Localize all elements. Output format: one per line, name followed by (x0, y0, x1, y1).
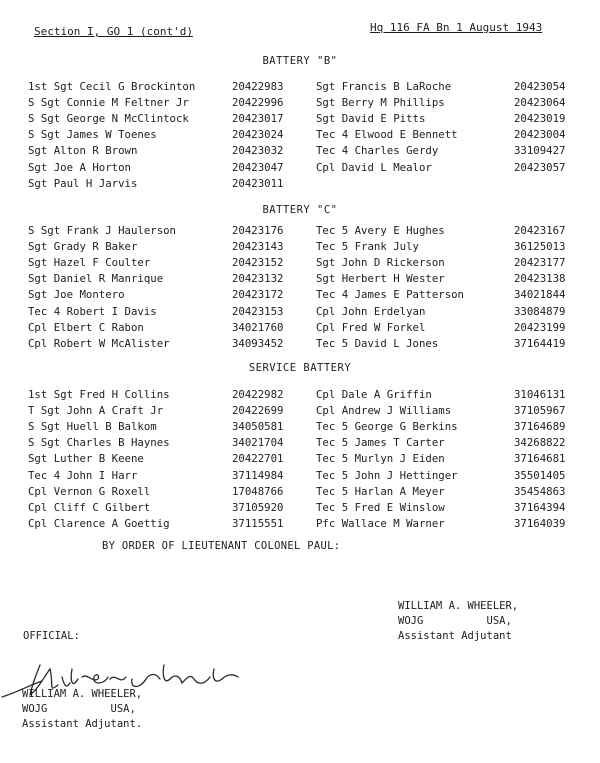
roster-row (0, 517, 600, 533)
soldier-name: Cpl Fred W Forkel (316, 320, 426, 334)
roster-row (0, 305, 600, 321)
official-signature-block (22, 687, 142, 732)
soldier-name: Pfc Wallace M Warner (316, 516, 445, 530)
serial-number: 37105967 (514, 404, 566, 418)
serial-number: 37164689 (514, 420, 566, 434)
official-title: Assistant Adjutant. (22, 718, 143, 730)
signature-name: WILLIAM A. WHEELER, (398, 600, 519, 612)
serial-number: 34021760 (232, 320, 284, 334)
serial-number: 34268822 (514, 436, 566, 450)
serial-number: 20422996 (232, 96, 284, 110)
soldier-name: Sgt Alton R Brown (28, 144, 138, 158)
serial-number: 37105920 (232, 500, 284, 514)
soldier-name: Tec 5 Avery E Hughes (316, 224, 445, 237)
serial-number: 20423057 (514, 160, 566, 174)
roster-row (0, 469, 600, 485)
serial-number: 34021844 (514, 288, 566, 302)
serial-number: 20423176 (232, 224, 284, 237)
soldier-name: Cpl Andrew J Williams (316, 404, 452, 418)
serial-number: 20423019 (514, 112, 566, 126)
roster-row (0, 224, 600, 240)
soldier-name: Sgt Hazel F Coulter (28, 256, 151, 270)
roster-row (0, 144, 600, 160)
roster-row (0, 256, 600, 272)
roster-row (0, 501, 600, 517)
serial-number: 20423032 (232, 144, 284, 158)
soldier-name: Cpl Cliff C Gilbert (28, 500, 151, 514)
serial-number: 20423172 (232, 288, 284, 302)
serial-number: 34050581 (232, 420, 284, 434)
soldier-name: T Sgt John A Craft Jr (28, 404, 164, 418)
serial-number: 20423064 (514, 96, 566, 110)
serial-number: 20423047 (232, 160, 284, 174)
soldier-name: Tec 5 David L Jones (316, 336, 439, 350)
serial-number: 17048766 (232, 484, 284, 498)
serial-number: 20423199 (514, 320, 566, 334)
roster-row (0, 337, 600, 353)
signature-rank: WOJG USA, (398, 615, 512, 627)
serial-number: 20423132 (232, 272, 284, 286)
serial-number: 20423004 (514, 128, 566, 142)
soldier-name: Sgt Daniel R Manrique (28, 272, 164, 286)
soldier-name: S Sgt George N McClintock (28, 112, 189, 126)
roster-row (0, 404, 600, 420)
soldier-name: Tec 5 James T Carter (316, 436, 445, 450)
soldier-name: Sgt Joe A Horton (28, 160, 131, 174)
soldier-name: Cpl Clarence A Goettig (28, 516, 170, 530)
serial-number: 35454863 (514, 484, 566, 498)
serial-number: 33084879 (514, 304, 566, 318)
soldier-name: Tec 4 Charles Gerdy (316, 144, 439, 158)
roster-row (0, 436, 600, 452)
soldier-name: Tec 5 George G Berkins (316, 420, 458, 434)
section-title-battery-c: BATTERY "C" (262, 204, 338, 216)
roster-row (0, 80, 600, 96)
serial-number: 20423011 (232, 176, 284, 190)
soldier-name: Sgt Francis B LaRoche (316, 80, 452, 93)
soldier-name: Tec 5 Frank July (316, 240, 419, 254)
soldier-name: Cpl David L Mealor (316, 160, 432, 174)
serial-number: 37164681 (514, 452, 566, 466)
soldier-name: S Sgt Huell B Balkom (28, 420, 157, 434)
serial-number: 20423143 (232, 240, 284, 254)
soldier-name: Cpl Dale A Griffin (316, 388, 432, 401)
soldier-name: 1st Sgt Cecil G Brockinton (28, 80, 196, 93)
section-title-battery-b: BATTERY "B" (262, 55, 338, 67)
serial-number: 37164039 (514, 516, 566, 530)
roster-row (0, 272, 600, 288)
order-line: BY ORDER OF LIEUTENANT COLONEL PAUL: (102, 540, 341, 552)
serial-number: 37115551 (232, 516, 284, 530)
soldier-name: Sgt Joe Montero (28, 288, 125, 302)
serial-number: 34093452 (232, 336, 284, 350)
roster-row (0, 452, 600, 468)
soldier-name: Tec 4 Elwood E Bennett (316, 128, 458, 142)
serial-number: 31046131 (514, 388, 566, 401)
serial-number: 36125013 (514, 240, 566, 254)
serial-number: 20423017 (232, 112, 284, 126)
serial-number: 20422699 (232, 404, 284, 418)
serial-number: 20423167 (514, 224, 566, 237)
roster-row (0, 128, 600, 144)
serial-number: 20423138 (514, 272, 566, 286)
serial-number: 37164419 (514, 336, 566, 350)
soldier-name: Tec 5 Harlan A Meyer (316, 484, 445, 498)
serial-number: 33109427 (514, 144, 566, 158)
soldier-name: Cpl Elbert C Rabon (28, 320, 144, 334)
serial-number: 20422983 (232, 80, 284, 93)
roster-row (0, 420, 600, 436)
signature-block (398, 599, 518, 644)
roster-row (0, 177, 600, 193)
serial-number: 20423024 (232, 128, 284, 142)
serial-number: 20423054 (514, 80, 566, 93)
soldier-name: Cpl John Erdelyan (316, 304, 426, 318)
soldier-name: Sgt Paul H Jarvis (28, 176, 138, 190)
header-section-reference: Section I, GO 1 (cont'd) (34, 25, 193, 38)
roster-row (0, 321, 600, 337)
soldier-name: Cpl Robert W McAlister (28, 336, 170, 350)
soldier-name: Cpl Vernon G Roxell (28, 484, 151, 498)
serial-number: 35501405 (514, 468, 566, 482)
section-title-service-battery: SERVICE BATTERY (248, 362, 352, 374)
roster-row (0, 388, 600, 404)
soldier-name: S Sgt Connie M Feltner Jr (28, 96, 189, 110)
serial-number: 20422701 (232, 452, 284, 466)
roster-row (0, 96, 600, 112)
soldier-name: S Sgt Frank J Haulerson (28, 224, 176, 237)
roster-row (0, 161, 600, 177)
soldier-name: Tec 5 Murlyn J Eiden (316, 452, 445, 466)
official-name: WILLIAM A. WHEELER, (22, 688, 143, 700)
roster-row (0, 485, 600, 501)
soldier-name: Tec 5 John J Hettinger (316, 468, 458, 482)
soldier-name: Sgt Luther B Keene (28, 452, 144, 466)
soldier-name: Sgt Herbert H Wester (316, 272, 445, 286)
serial-number: 20422982 (232, 388, 284, 401)
soldier-name: Tec 4 Robert I Davis (28, 304, 157, 318)
soldier-name: Sgt John D Rickerson (316, 256, 445, 270)
roster-row (0, 288, 600, 304)
serial-number: 37114984 (232, 468, 284, 482)
soldier-name: S Sgt James W Toenes (28, 128, 157, 142)
serial-number: 20423153 (232, 304, 284, 318)
soldier-name: Tec 5 Fred E Winslow (316, 500, 445, 514)
serial-number: 20423177 (514, 256, 566, 270)
soldier-name: Sgt David E Pitts (316, 112, 426, 126)
soldier-name: S Sgt Charles B Haynes (28, 436, 170, 450)
soldier-name: Tec 4 James E Patterson (316, 288, 464, 302)
official-rank: WOJG USA, (22, 703, 136, 715)
roster-row (0, 240, 600, 256)
serial-number: 20423152 (232, 256, 284, 270)
soldier-name: Tec 4 John I Harr (28, 468, 138, 482)
soldier-name: 1st Sgt Fred H Collins (28, 388, 170, 401)
header-unit-date: Hq 116 FA Bn 1 August 1943 (370, 21, 543, 34)
soldier-name: Sgt Grady R Baker (28, 240, 138, 254)
serial-number: 34021704 (232, 436, 284, 450)
official-label: OFFICIAL: (23, 630, 80, 642)
soldier-name: Sgt Berry M Phillips (316, 96, 445, 110)
roster-row (0, 112, 600, 128)
serial-number: 37164394 (514, 500, 566, 514)
signature-title: Assistant Adjutant (398, 630, 512, 642)
